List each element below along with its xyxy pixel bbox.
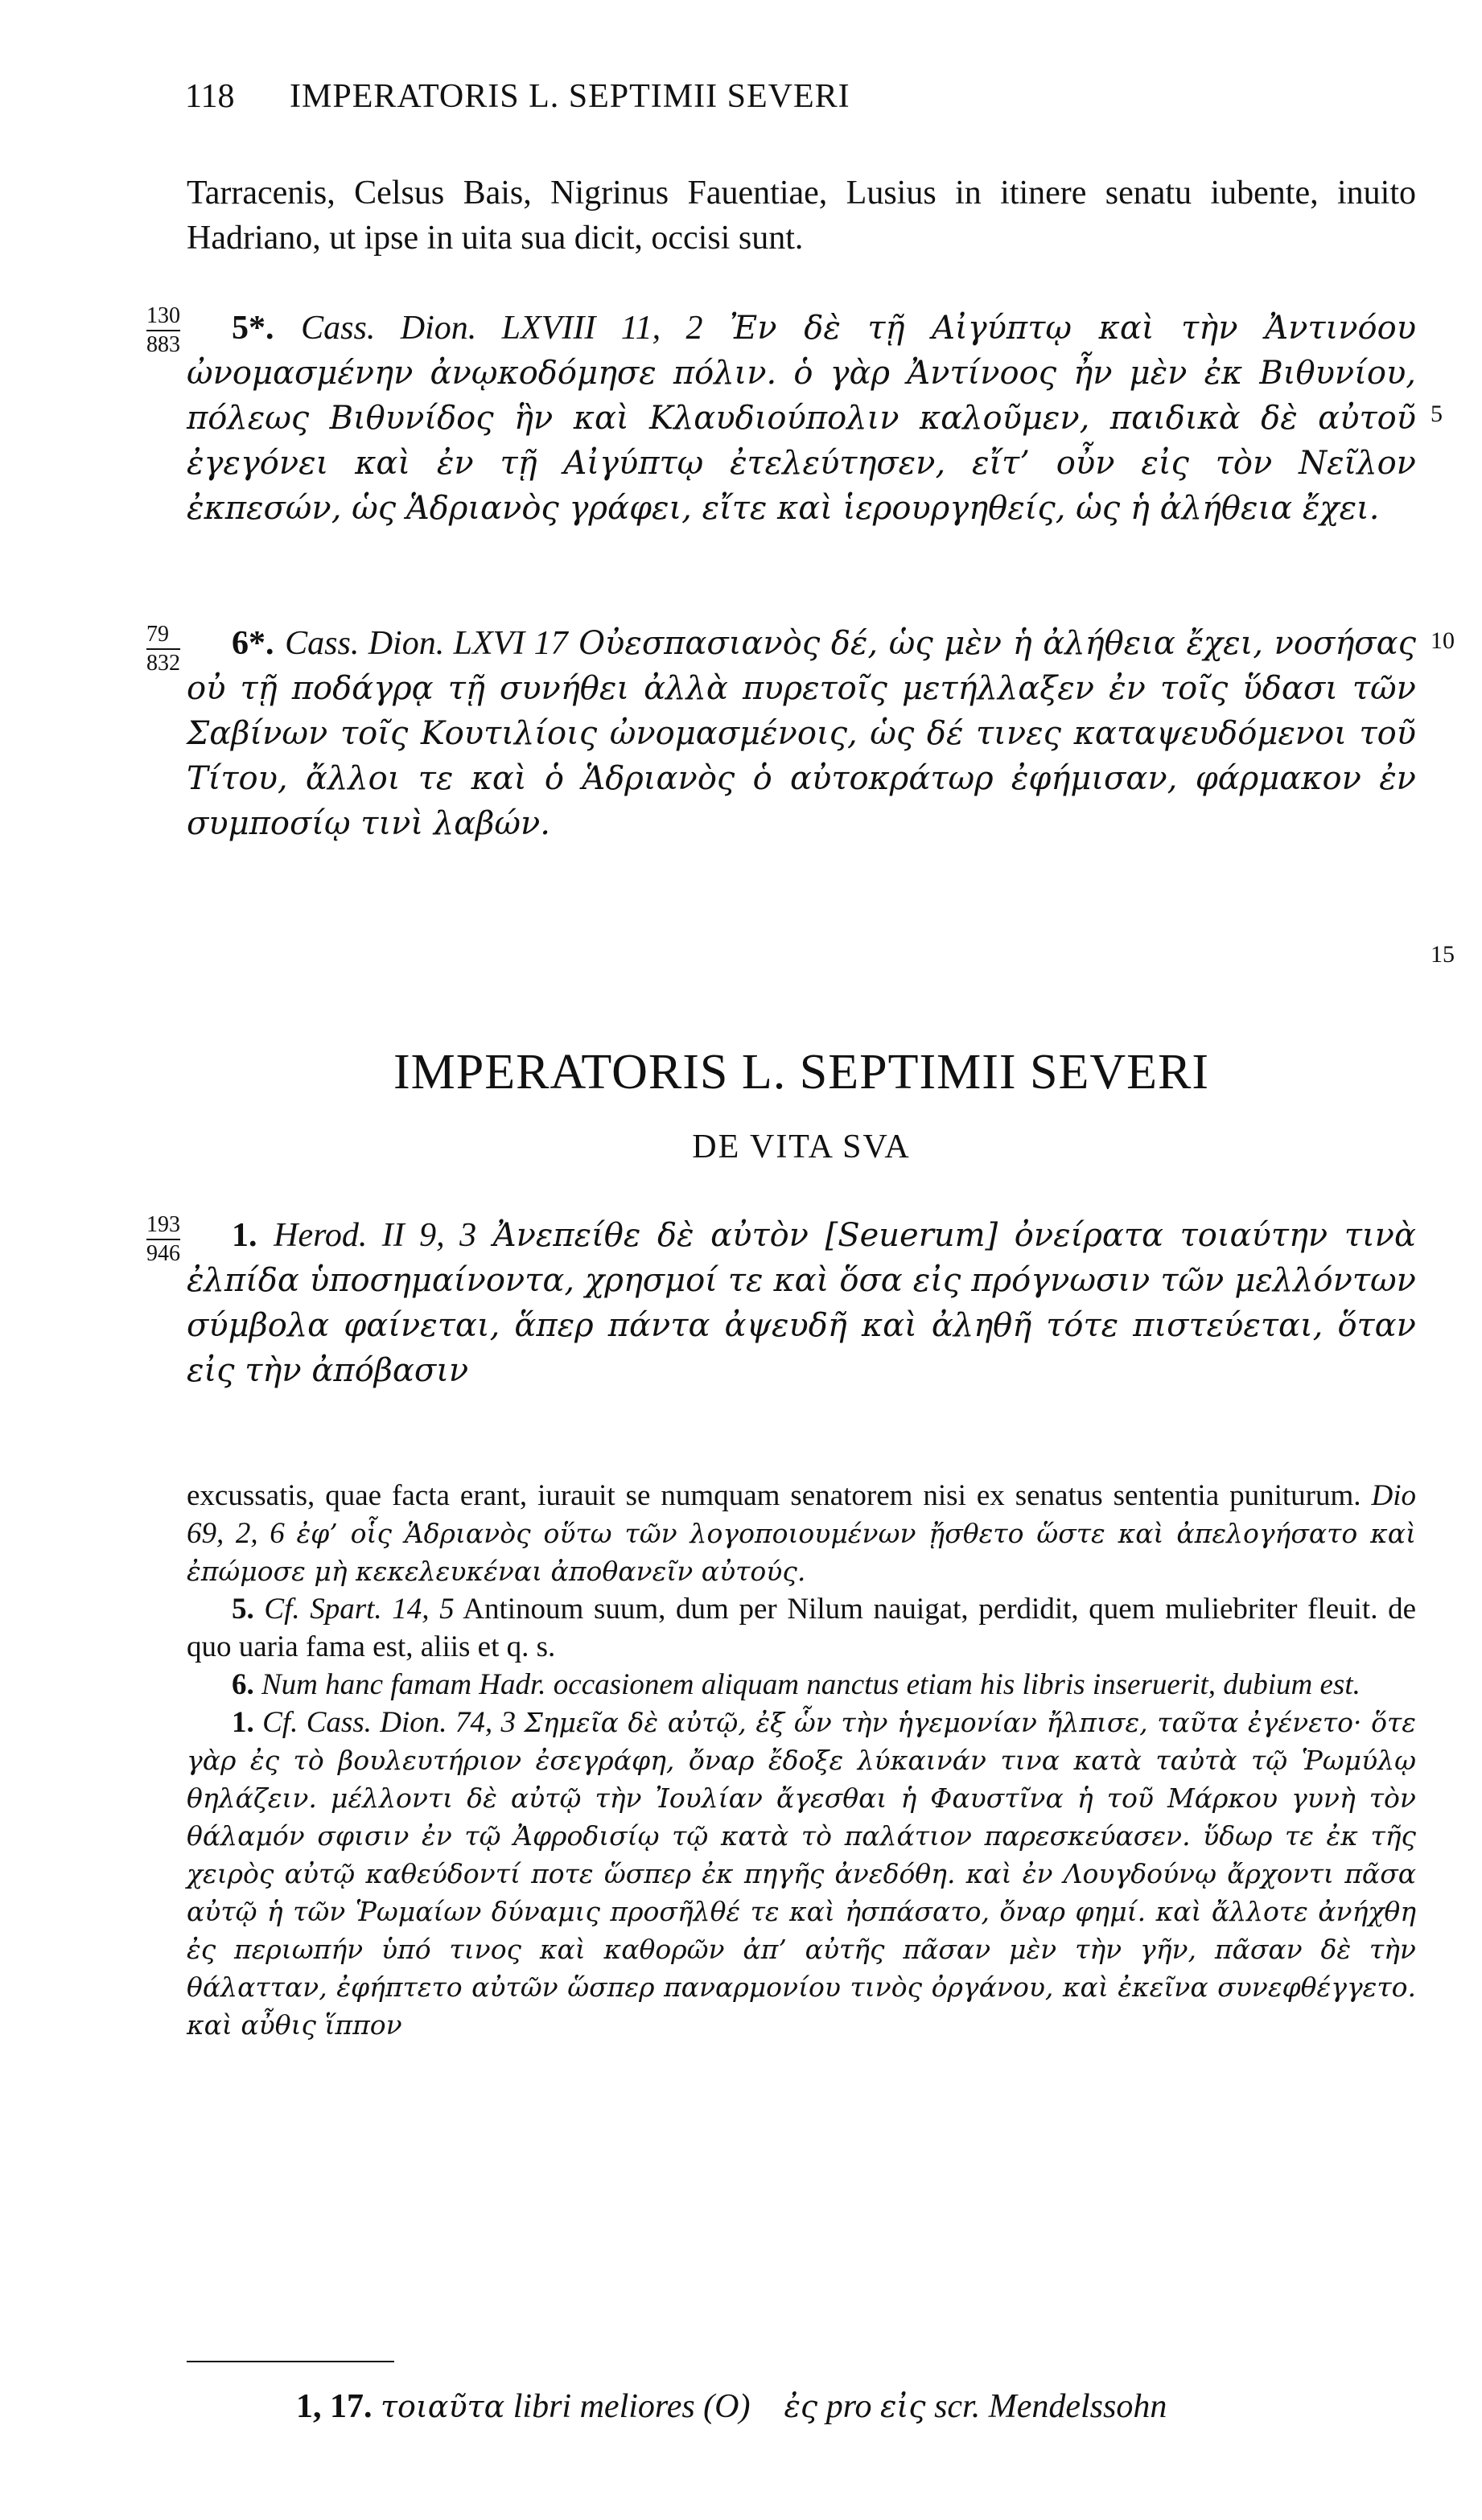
opening-paragraph — [187, 171, 1416, 261]
line-number-10: 10 — [1431, 627, 1455, 654]
fragment-6-greek: Οὐεσπασιανὸς δέ, ὡς μὲν ἡ ἀλήθεια ἔχει, νοσήσας οὐ τῇ ποδάγρᾳ τῇ συνήθει ἀλλὰ πυρετοῖς μετήλλαξεν ἐν τοῖς ὕδασι τῶν Σαβίνων τοῖς Κουτιλίοις ὠνομασμένοις, ὡς δέ τινες καταψευδόμενοι τοῦ Τίτου, ἄλλοι τε καὶ ὁ Ἁδριανὸς ὁ αὐτοκράτωρ ἐφήμισαν, φάρμακον ἐν συμποσίῳ τινὶ λαβών. — [187, 625, 1417, 842]
fragment-5 — [187, 306, 1416, 531]
page-number: 118 — [185, 78, 235, 115]
note-1-latin: excussatis, quae facta erant, iurauit se numquam senatorem nisi ex senatus sententia puniturum. Dio 69, 2, 6 ἐφ’ οἷς Ἁδριανὸς οὕτω τῶν λογοποιουμένων ᾔσθετο ὥστε καὶ ἀπελογήσατο καὶ ἐπώμοσε μὴ κεκελευκέναι ἀποθανεῖν αὐτούς. — [187, 1479, 1417, 1587]
note-5: 5. Cf. Spart. 14, 5 Antinoum suum, dum per Nilum nauigat, perdidit, quem muliebriter fleuit. de quo uaria fama est, aliis et q. s. — [187, 1593, 1417, 1663]
apparatus-rule — [187, 2361, 394, 2362]
note-1b: 1. Cf. Cass. Dion. 74, 3 Σημεῖα δὲ αὐτῷ, ἐξ ὧν τὴν ἡγεμονίαν ἤλπισε, ταῦτα ἐγένετο· ὅτε γὰρ ἐς τὸ βουλευτήριον ἐσεγράφη, ὄναρ ἔδοξε λύκαινάν τινα κατὰ ταὐτὰ τῷ Ῥωμύλῳ θηλάζειν. μέλλοντι δὲ αὐτῷ τὴν Ἰουλίαν ἄγεσθαι ἡ Φαυστῖνα ἡ τοῦ Μάρκου γυνὴ τὸν θάλαμόν σφισιν ἐν τῷ Ἀφροδισίῳ τῷ κατὰ τὸ παλάτιον παρεσκεύασεν. ὕδωρ τε ἐκ τῆς χειρὸς αὐτῷ καθεύδοντί ποτε ὥσπερ ἐκ πηγῆς ἀνεδόθη. καὶ ἐν Λουγδούνῳ ἄρχοντι πᾶσα αὐτῷ ἡ τῶν Ῥωμαίων δύναμις προσῆλθέ τε καὶ ἠσπάσατο, ὄναρ φημί. καὶ ἄλλοτε ἀνήχθη ἐς περιωπήν ὑπό τινος καὶ καθορῶν ἀπ’ αὐτῆς πᾶσαν μὲν τὴν γῆν, πᾶσαν δὲ τὴν θάλατταν, ἐφήπτετο αὐτῶν ὥσπερ παναρμονίου τινὸς ὀργάνου, καὶ ἐκεῖνα συνεφθέγγετο. καὶ αὖθις ἵππον — [187, 1706, 1416, 2041]
line-number-5: 5 — [1431, 401, 1443, 427]
fragment-5-source: Cass. Dion. LXVIII 11, 2 — [301, 310, 703, 347]
section-subtitle: DE VITA SVA — [692, 1128, 911, 1165]
fragment-6-source: Cass. Dion. LXVI 17 — [285, 625, 568, 662]
fragment-1 — [187, 1213, 1416, 1393]
running-title: IMPERATORIS L. SEPTIMII SEVERI — [290, 78, 850, 115]
fragment-5-greek: Ἐν δὲ τῇ Αἰγύπτῳ καὶ τὴν Ἀντινόου ὠνομασμένην ἀνῳκοδόμησε πόλιν. ὁ γὰρ Ἀντίνοος ἦν μὲν ἐκ Βιθυνίου, πόλεως Βιθυνίδος ἣν καὶ Κλαυδιούπολιν καλοῦμεν, παιδικὰ δὲ αὐτοῦ ἐγεγόνει καὶ ἐν τῇ Αἰγύπτῳ ἐτελεύτησεν, εἴτ’ οὖν εἰς τὸν Νεῖλον ἐκπεσών, ὡς Ἁδριανὸς γράφει, εἴτε καὶ ἱερουργηθείς, ὡς ἡ ἀλήθεια ἔχει. — [187, 310, 1417, 527]
fragment-6 — [187, 621, 1416, 846]
opening-text: Tarracenis, Celsus Bais, Nigrinus Fauentiae, Lusius in itinere senatu iubente, inuito Hadriano, ut ipse in uita sua dicit, occisi sunt. — [187, 175, 1416, 257]
fragment-1-number: 1. — [232, 1217, 257, 1254]
line-number-15: 15 — [1431, 941, 1455, 968]
margin-ref-130-883: 130 883 — [146, 303, 180, 357]
margin-ref-79-832: 79 832 — [146, 622, 180, 676]
critical-apparatus: 1, 17. τοιαῦτα libri meliores (O) ἐς pro εἰς scr. Mendelssohn — [296, 2388, 1167, 2425]
fragment-1-source: Herod. II 9, 3 — [274, 1217, 477, 1254]
note-1-greek: ἐφ’ οἷς Ἁδριανὸς οὕτω τῶν λογοποιουμένων ᾔσθετο ὥστε καὶ ἀπελογήσατο καὶ ἐπώμοσε μὴ κεκελευκέναι ἀποθανεῖν αὐτούς. — [187, 1518, 1417, 1587]
running-head — [185, 77, 1416, 125]
note-6: 6. Num hanc famam Hadr. occasionem aliquam nanctus etiam his libris inseruerit, dubium est. — [232, 1668, 1361, 1701]
section-title: IMPERATORIS L. SEPTIMII SEVERI — [393, 1045, 1210, 1100]
commentary-notes — [187, 1477, 1416, 2044]
fragment-5-number: 5*. — [232, 310, 274, 347]
fragment-6-number: 6*. — [232, 625, 274, 662]
margin-ref-193-946: 193 946 — [146, 1212, 180, 1266]
note-1-dio-ref: Dio 69, 2, 6 — [187, 1479, 1417, 1550]
fragment-1-greek: Ἀνεπείθε δὲ αὐτὸν [Seuerum] ὀνείρατα τοιαύτην τινὰ ἐλπίδα ὑποσημαίνοντα, χρησμοί τε καὶ ὅσα εἰς πρόγνωσιν τῶν μελλόντων σύμβολα φαίνεται, ἅπερ πάντα ἀψευδῆ καὶ ἀληθῆ τότε πιστεύεται, ὅταν εἰς τὴν ἀπόβασιν — [187, 1217, 1416, 1389]
